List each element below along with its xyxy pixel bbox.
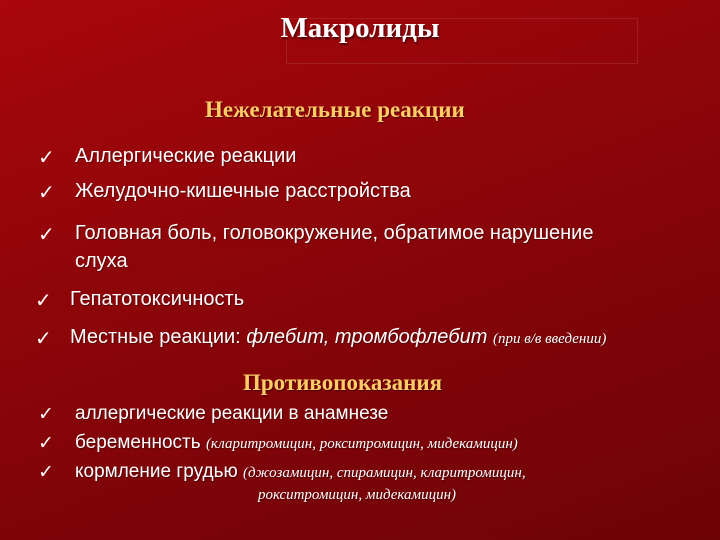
slide-title: Макролиды bbox=[280, 12, 440, 44]
pregnancy-note: (кларитромицин, рокситромицин, мидекамицин) bbox=[205, 436, 518, 452]
checkmark-icon: ✓ bbox=[35, 288, 52, 312]
contraindication-item: аллергические реакции в анамнезе bbox=[75, 403, 389, 424]
checkmark-icon: ✓ bbox=[38, 145, 55, 169]
checkmark-icon: ✓ bbox=[38, 222, 55, 246]
side-effect-item: Гепатотоксичность bbox=[70, 288, 245, 310]
checkmark-icon: ✓ bbox=[38, 461, 54, 483]
contraindications-heading: Противопоказания bbox=[243, 370, 443, 395]
breastfeeding-note: (джозамицин, спирамицин, кларитромицин, bbox=[243, 465, 526, 481]
side-effect-item: Желудочно-кишечные расстройства bbox=[75, 180, 411, 202]
side-effects-heading: Нежелательные реакции bbox=[205, 97, 465, 122]
side-effect-item: Головная боль, головокружение, обратимое нарушение bbox=[75, 222, 594, 244]
side-effect-item: Аллергические реакции bbox=[75, 145, 297, 167]
checkmark-icon: ✓ bbox=[38, 432, 54, 454]
checkmark-icon: ✓ bbox=[38, 403, 54, 425]
breastfeeding-label: кормление грудью bbox=[75, 461, 238, 482]
pregnancy-label: беременность bbox=[75, 432, 201, 453]
local-reactions-prefix: Местные реакции: bbox=[70, 326, 247, 348]
side-effect-item bbox=[70, 326, 606, 349]
checkmark-icon: ✓ bbox=[38, 180, 55, 204]
contraindication-item bbox=[75, 461, 526, 483]
thrombophlebitis-term: тромбофлебит bbox=[334, 326, 488, 348]
phlebitis-term: флебит bbox=[246, 326, 324, 348]
local-reactions-note: (при в/в введении) bbox=[492, 331, 607, 347]
side-effect-item-continuation: слуха bbox=[75, 250, 128, 272]
term-separator: , bbox=[323, 326, 335, 348]
checkmark-icon: ✓ bbox=[35, 326, 52, 350]
contraindication-item bbox=[75, 432, 518, 454]
breastfeeding-note-continuation: рокситромицин, мидекамицин) bbox=[258, 487, 457, 503]
